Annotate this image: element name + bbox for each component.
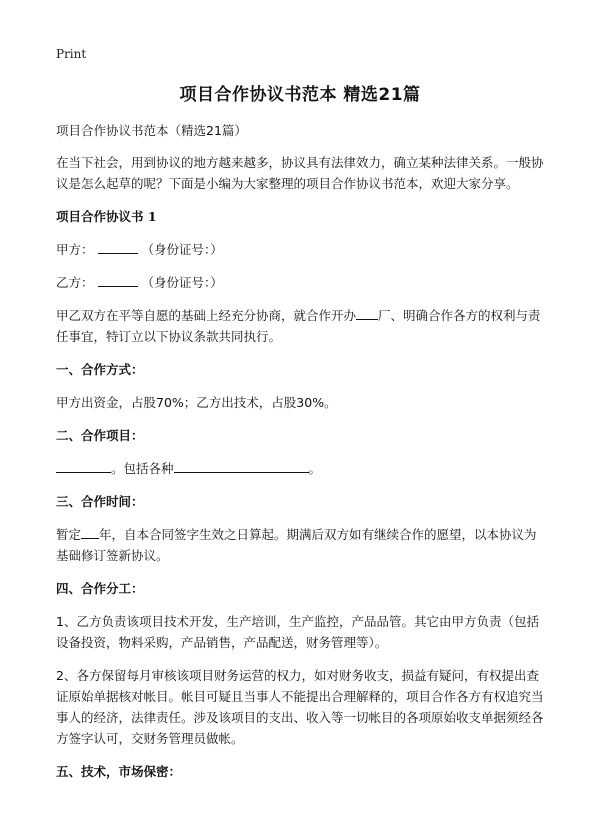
- page-title: 项目合作协议书范本 精选21篇: [179, 85, 421, 105]
- time-part1: 暂定: [56, 527, 82, 542]
- party-b-label: 乙方：: [56, 275, 94, 290]
- products-blank: [174, 460, 309, 473]
- party-a-id: （身份证号：）: [141, 242, 223, 257]
- party-b-line: [56, 272, 544, 293]
- heading-cooperation-time: 三、合作时间：: [56, 494, 144, 509]
- years-blank: [81, 526, 99, 539]
- print-label[interactable]: Print: [56, 47, 87, 61]
- document-subtitle: 项目合作协议书范本（精选21篇）: [56, 123, 247, 138]
- party-a-label: 甲方：: [56, 242, 94, 257]
- cooperation-method-text: 甲方出资金，占股70%；乙方出技术，占股30%。: [56, 395, 337, 410]
- preamble-paragraph: [56, 305, 544, 347]
- party-a-line: [56, 239, 544, 260]
- heading-cooperation-project: 二、合作项目：: [56, 428, 144, 443]
- party-b-blank: [98, 274, 138, 287]
- cooperation-project-text: [56, 458, 544, 479]
- heading-confidentiality: 五、技术，市场保密：: [56, 764, 182, 779]
- preamble-part2: 厂、明确合作各方的权利与责任事宜，特订立以下协议条款共同执行。: [56, 308, 541, 344]
- party-a-blank: [98, 241, 138, 254]
- project-mid: 。包括各种: [111, 461, 174, 476]
- division-item-1: 1、乙方负责该项目技术开发，生产培训，生产监控，产品品管。其它由甲方负责（包括设备投资，物料采购，产品销售，产品配送，财务管理等）。: [56, 614, 539, 650]
- project-end: 。: [308, 461, 322, 476]
- document-body: [56, 120, 544, 794]
- preamble-part1: 甲乙双方在平等自愿的基础上经充分协商，就合作开办: [56, 308, 357, 323]
- intro-paragraph: 在当下社会，用到协议的地方越来越多，协议具有法律效力，确立某种法律关系。一般协议是怎么起草的呢？下面是小编为大家整理的项目合作协议书范本，欢迎大家分享。: [56, 155, 544, 191]
- time-part2: 年，自本合同签字生效之日算起。期满后双方如有继续合作的愿望，以本协议为基础修订签新协议。: [56, 527, 537, 563]
- division-item-2: 2、各方保留每月审核该项目财务运营的权力，如对财务收支，损益有疑问，有权提出查证原始单据核对帐目。帐目可疑且当事人不能提出合理解释的，项目合作各方有权追究当事人的经济，法律责任。涉及该项目的支出、收入等一切帐目的各项原始收支单据须经各方签字认可，交财务管理员做帐。: [56, 668, 544, 746]
- cooperation-time-text: [56, 524, 544, 566]
- project-blank: [56, 460, 111, 473]
- heading-cooperation-method: 一、合作方式：: [56, 362, 144, 377]
- party-b-id: （身份证号：）: [141, 275, 223, 290]
- section-title: 项目合作协议书 1: [56, 209, 157, 224]
- heading-division-of-labor: 四、合作分工：: [56, 581, 144, 596]
- factory-blank: [356, 307, 378, 320]
